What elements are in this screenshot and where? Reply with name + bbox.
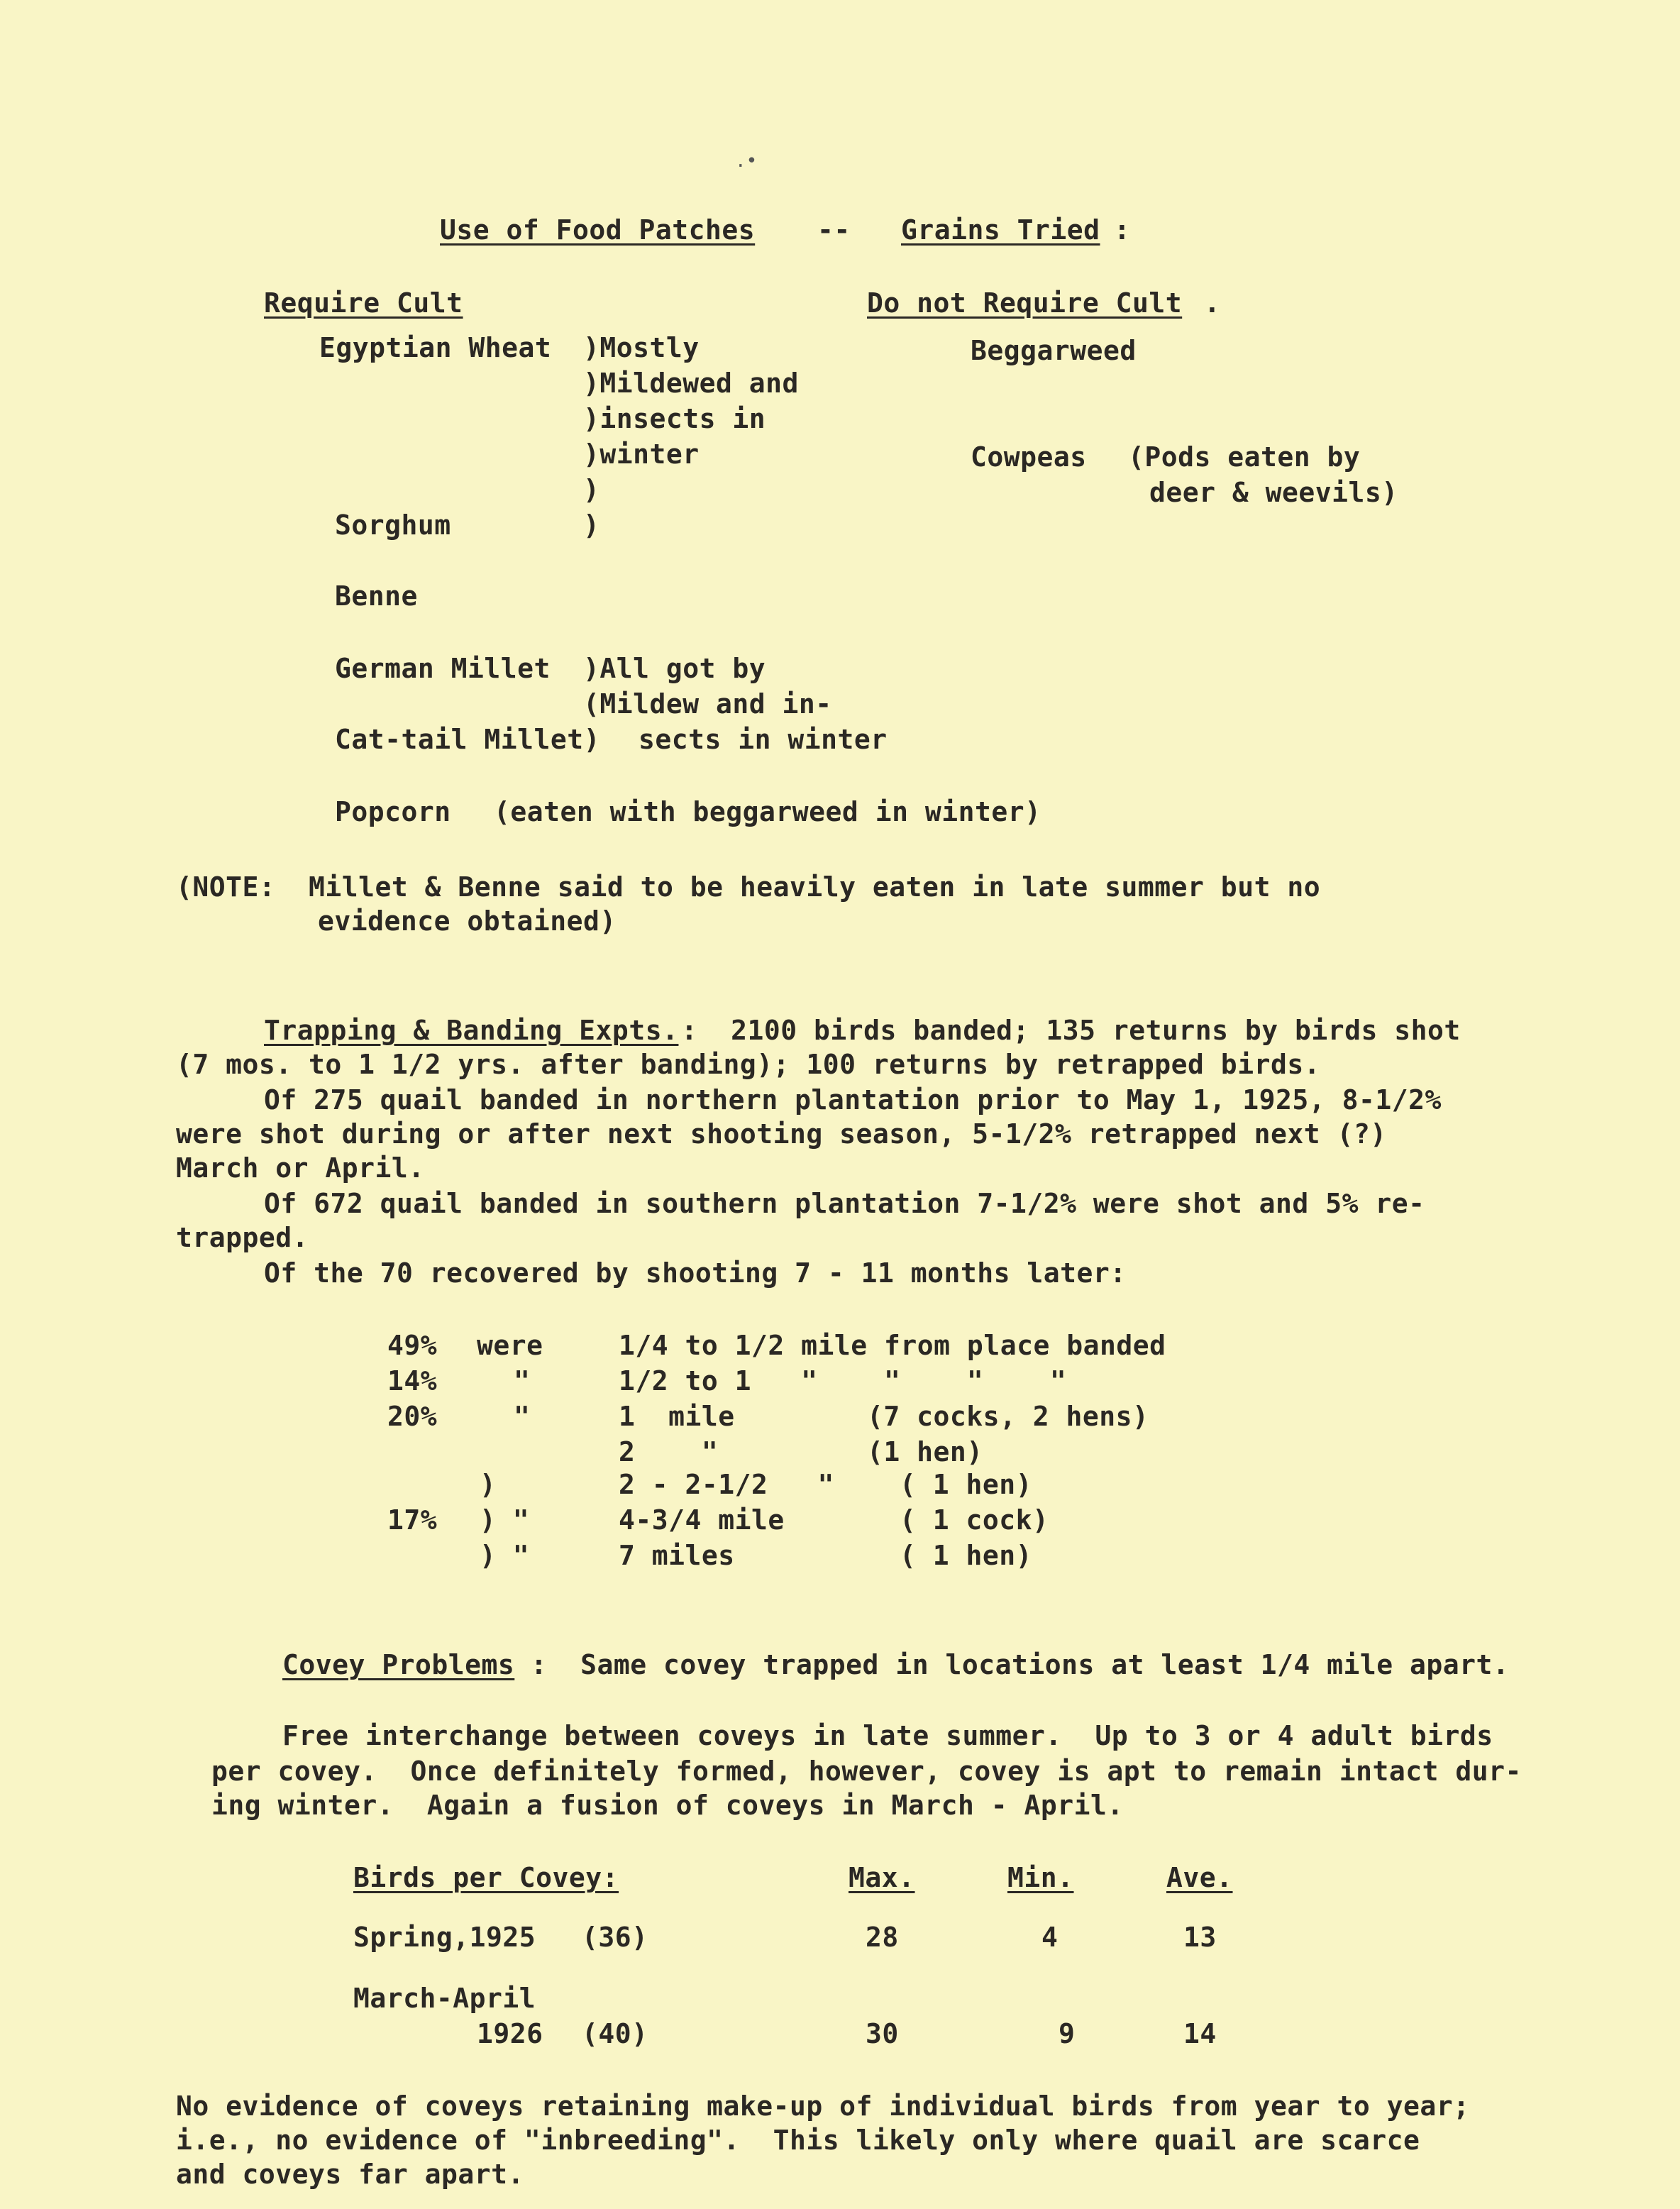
birds-table-title: Birds per Covey: xyxy=(353,1862,619,1893)
millet-note: )All got by xyxy=(583,653,766,684)
row-min: 9 xyxy=(1059,2018,1076,2049)
covey-para: Free interchange between coveys in late summer. Up to 3 or 4 adult birds xyxy=(282,1720,1493,1751)
trapping-line: Of 275 quail banded in northern plantation prior to May 1, 1925, 8-1/2% xyxy=(264,1084,1442,1115)
distance-text: 2 " xyxy=(619,1436,719,1467)
header-ave: Ave. xyxy=(1166,1862,1233,1893)
distance-text: 1/2 to 1 " " " " xyxy=(619,1365,1067,1397)
beggarweed: Beggarweed xyxy=(971,335,1137,366)
row-max: 28 xyxy=(866,1922,899,1953)
distance-text: 1/4 to 1/2 mile from place banded xyxy=(619,1330,1166,1361)
benne: Benne xyxy=(335,580,418,612)
cowpeas-note: deer & weevils) xyxy=(1149,477,1398,508)
distance-pct: 49% xyxy=(387,1330,438,1361)
distance-note: ( 1 hen) xyxy=(900,1540,1033,1571)
millet-note: sects in winter xyxy=(639,724,888,755)
row-count: (36) xyxy=(582,1922,648,1953)
distance-pct: 20% xyxy=(387,1401,438,1432)
trapping-line: (7 mos. to 1 1/2 yrs. after banding); 100 returns by retrapped birds. xyxy=(176,1049,1321,1080)
millet-note: (Mildew and in- xyxy=(583,688,832,720)
cowpeas: Cowpeas xyxy=(971,441,1087,473)
cowpeas-note: (Pods eaten by xyxy=(1128,441,1361,473)
covey-para: ing winter. Again a fusion of coveys in March - April. xyxy=(211,1790,1124,1821)
distance-note: (1 hen) xyxy=(867,1436,983,1467)
note-line: (NOTE: Millet & Benne said to be heavily eaten in late summer but no xyxy=(176,871,1321,903)
popcorn-note: (eaten with beggarweed in winter) xyxy=(494,796,1041,827)
top-mark: .• xyxy=(735,150,758,172)
trapping-line: Of 672 quail banded in southern plantation 7-1/2% were shot and 5% re- xyxy=(264,1188,1425,1219)
row-count: (40) xyxy=(582,2018,648,2049)
distance-mid: were xyxy=(477,1330,543,1361)
wheat-note-line: )Mildewed and xyxy=(583,368,799,399)
distance-text: 1 mile xyxy=(619,1401,735,1432)
trapping-line: trapped. xyxy=(176,1222,309,1253)
cattail-millet: Cat-tail Millet) xyxy=(335,724,601,755)
row-ave: 14 xyxy=(1183,2018,1217,2049)
not-require-cult-period: . xyxy=(1204,287,1221,319)
distance-pct: 14% xyxy=(387,1365,438,1397)
distance-text: 4-3/4 mile xyxy=(619,1504,785,1536)
distance-text: 7 miles xyxy=(619,1540,735,1571)
row-min: 4 xyxy=(1041,1922,1059,1953)
egyptian-wheat: Egyptian Wheat xyxy=(319,332,552,363)
wheat-note-line: )insects in xyxy=(583,403,766,434)
require-cult-title: Require Cult xyxy=(264,287,463,319)
distance-mid: ) xyxy=(480,1469,497,1500)
distance-pct: 17% xyxy=(387,1504,438,1536)
closing-line: No evidence of coveys retaining make-up of individual birds from year to year; xyxy=(176,2090,1470,2122)
not-require-cult-title: Do not Require Cult xyxy=(867,287,1183,319)
header-min: Min. xyxy=(1007,1862,1074,1893)
note-line: evidence obtained) xyxy=(318,905,617,937)
closing-line: and coveys far apart. xyxy=(176,2159,524,2190)
wheat-note-line: ) xyxy=(583,509,600,541)
row-max: 30 xyxy=(866,2018,899,2049)
sorghum: Sorghum xyxy=(335,509,451,541)
heading-grains-tried: Grains Tried xyxy=(901,214,1100,246)
covey-para: per covey. Once definitely formed, however, covey is apt to remain intact dur- xyxy=(211,1756,1522,1787)
wheat-note-line: )winter xyxy=(583,439,700,470)
distance-text: 2 - 2-1/2 " xyxy=(619,1469,834,1500)
wheat-note-line: ) xyxy=(583,474,600,505)
closing-line: i.e., no evidence of "inbreeding". This likely only where quail are scarce xyxy=(176,2125,1420,2156)
german-millet: German Millet xyxy=(335,653,551,684)
covey-label: Covey Problems xyxy=(282,1649,515,1680)
row-label-year: 1926 xyxy=(477,2018,543,2049)
heading-food-patches: Use of Food Patches xyxy=(440,214,756,246)
distance-mid: " xyxy=(514,1401,531,1432)
header-max: Max. xyxy=(849,1862,915,1893)
popcorn: Popcorn xyxy=(335,796,451,827)
trapping-line: March or April. xyxy=(176,1152,425,1184)
row-label: Spring,1925 xyxy=(353,1922,536,1953)
trapping-line: were shot during or after next shooting season, 5-1/2% retrapped next (?) xyxy=(176,1118,1387,1150)
trapping-line: Of the 70 recovered by shooting 7 - 11 months later: xyxy=(264,1257,1127,1289)
distance-mid: ) " xyxy=(480,1540,530,1571)
wheat-note-line: )Mostly xyxy=(583,332,700,363)
row-ave: 13 xyxy=(1183,1922,1217,1953)
row-label: March-April xyxy=(353,1983,536,2014)
covey-line: : Same covey trapped in locations at least 1/4 mile apart. xyxy=(531,1649,1510,1680)
distance-note: ( 1 cock) xyxy=(900,1504,1049,1536)
distance-mid: ) " xyxy=(480,1504,530,1536)
trapping-line: : 2100 birds banded; 135 returns by birds shot xyxy=(681,1015,1461,1046)
distance-note: (7 cocks, 2 hens) xyxy=(867,1401,1149,1432)
distance-note: ( 1 hen) xyxy=(900,1469,1033,1500)
heading-colon: : xyxy=(1114,214,1131,246)
heading-dash: -- xyxy=(817,214,851,246)
trapping-label: Trapping & Banding Expts. xyxy=(264,1015,679,1046)
distance-mid: " xyxy=(514,1365,531,1397)
